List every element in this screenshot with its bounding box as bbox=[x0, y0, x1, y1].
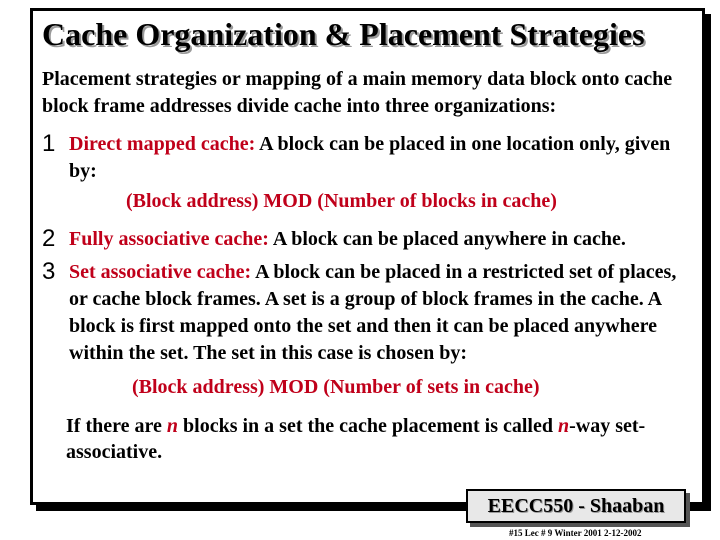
item-fully-associative bbox=[69, 226, 699, 253]
course-label: EECC550 - Shaaban bbox=[487, 494, 665, 517]
course-footer-box bbox=[466, 489, 686, 523]
nway-variable-n: n bbox=[166, 415, 179, 437]
slide-title: Cache Organization & Placement Strategies bbox=[42, 16, 645, 52]
nway-variable-n-2: n bbox=[557, 415, 570, 437]
formula-set-associative: (Block address) MOD (Number of sets in cache) bbox=[132, 376, 540, 398]
item-number-2: 2 bbox=[42, 225, 56, 252]
item-number-3: 3 bbox=[42, 258, 56, 285]
nway-text-3: -way set-associative. bbox=[66, 415, 646, 463]
term-set-associative: Set associative cache: bbox=[69, 261, 252, 283]
item-fully-associative-text: A block can be placed anywhere in cache. bbox=[268, 228, 626, 250]
nway-text-2: blocks in a set the cache placement is called bbox=[178, 415, 558, 437]
item-direct-mapped bbox=[69, 131, 699, 185]
nway-statement bbox=[66, 413, 706, 465]
nway-text-1: If there are bbox=[66, 415, 167, 437]
formula-direct-mapped: (Block address) MOD (Number of blocks in cache) bbox=[126, 190, 557, 212]
item-direct-mapped-text: A block can be placed in one location only, given by: bbox=[69, 133, 671, 182]
term-fully-associative: Fully associative cache: bbox=[69, 228, 269, 250]
lecture-info: #15 Lec # 9 Winter 2001 2-12-2002 bbox=[509, 528, 642, 538]
item-set-associative-text: A block can be placed in a restricted set of places, or cache block frames. A set is a group of block frames in the cache. A block is first mapped onto the set and then it can be placed anywhere within the set. The set in this case is chosen by: bbox=[69, 261, 677, 364]
item-number-1: 1 bbox=[42, 130, 56, 157]
item-set-associative bbox=[69, 259, 699, 367]
term-direct-mapped: Direct mapped cache: bbox=[69, 133, 256, 155]
intro-paragraph: Placement strategies or mapping of a main memory data block onto cache block frame addresses divide cache into three organizations: bbox=[42, 68, 673, 117]
